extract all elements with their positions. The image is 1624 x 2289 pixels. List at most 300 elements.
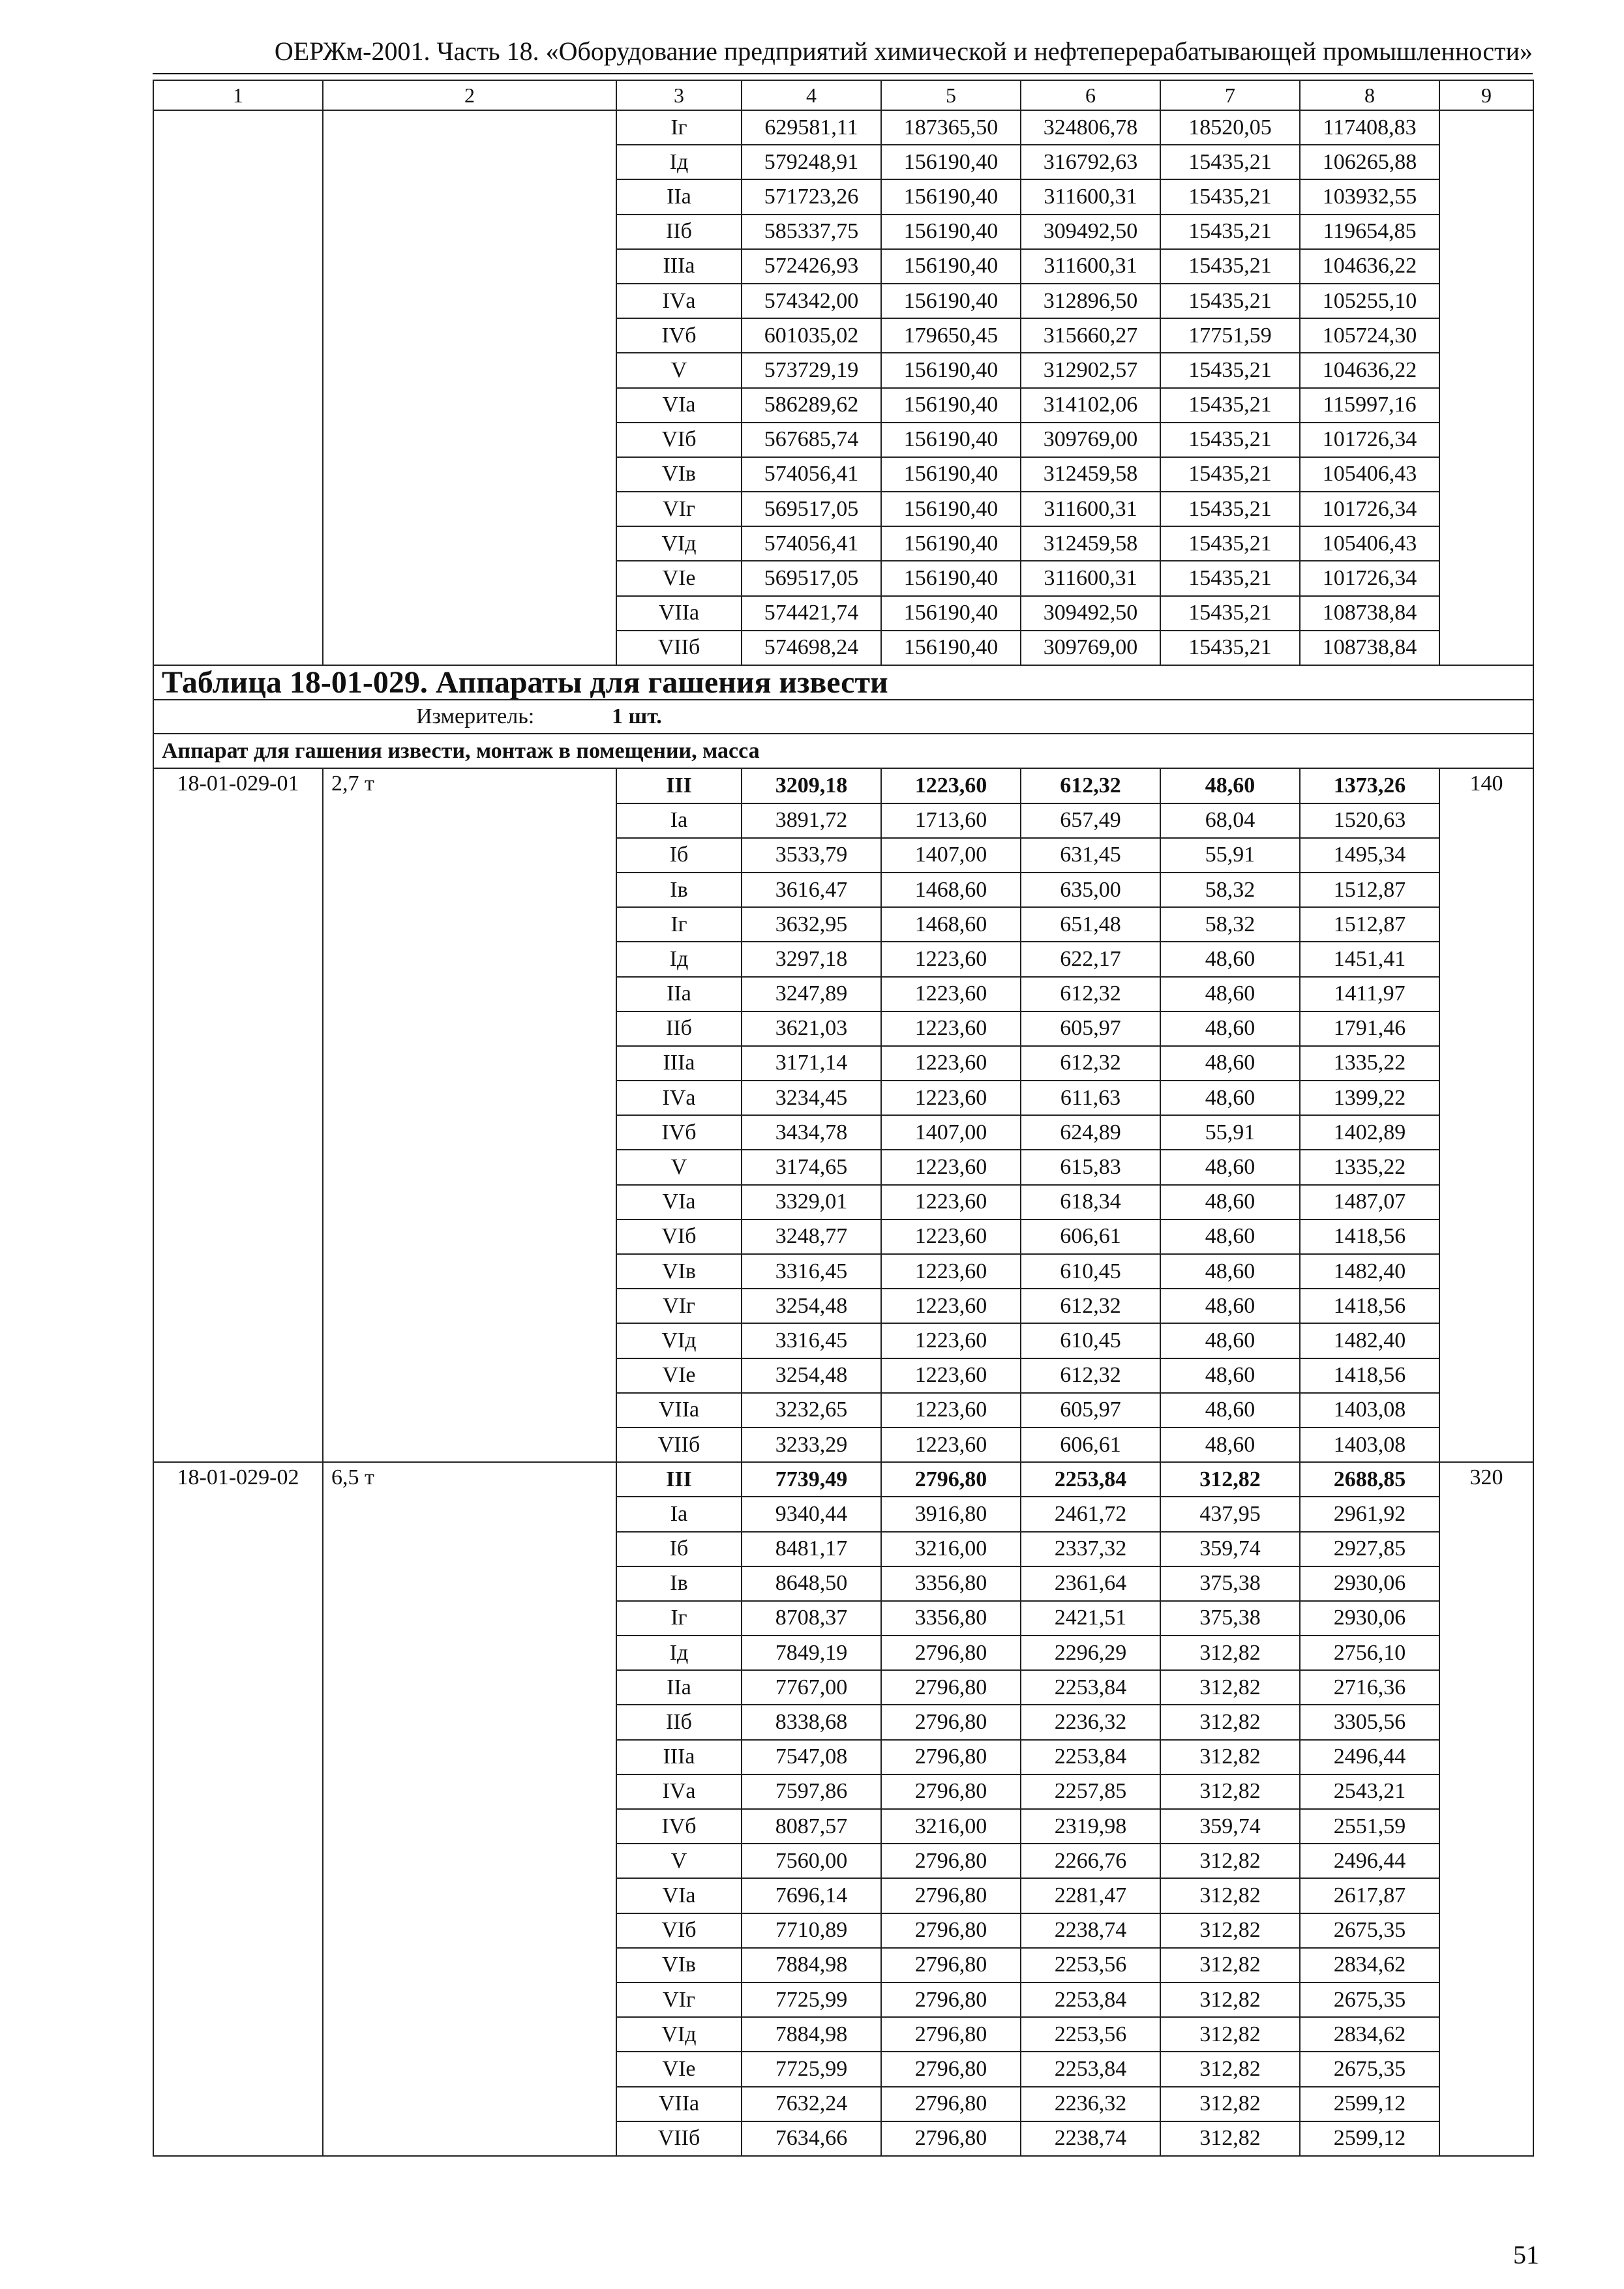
value-cell: 2675,35: [1300, 1982, 1439, 2017]
value-cell: 1402,89: [1300, 1115, 1439, 1150]
column-number: 4: [742, 80, 881, 110]
value-cell: 1223,60: [881, 1323, 1021, 1358]
header-rule: [153, 73, 1533, 74]
value-cell: 3254,48: [742, 1358, 881, 1393]
value-cell: 3434,78: [742, 1115, 881, 1150]
value-cell: 1223,60: [881, 1081, 1021, 1115]
value-cell: 311600,31: [1021, 179, 1160, 214]
zone-cell: VIг: [616, 1982, 742, 2017]
value-cell: 2834,62: [1300, 1948, 1439, 1982]
value-cell: 2716,36: [1300, 1670, 1439, 1705]
value-cell: 156190,40: [881, 631, 1021, 665]
value-cell: 629581,11: [742, 110, 881, 145]
value-cell: 104636,22: [1300, 249, 1439, 284]
table-title: Таблица 18-01-029. Аппараты для гашения извести: [153, 665, 1533, 700]
value-cell: 2236,32: [1021, 2087, 1160, 2121]
value-cell: 2927,85: [1300, 1532, 1439, 1566]
price-table: [153, 80, 1534, 2157]
value-cell: 48,60: [1160, 1185, 1300, 1219]
value-cell: 156190,40: [881, 388, 1021, 423]
value-cell: 631,45: [1021, 838, 1160, 873]
value-cell: 1468,60: [881, 873, 1021, 907]
section-title: Аппарат для гашения извести, монтаж в помещении, масса: [153, 734, 1533, 768]
value-cell: 311600,31: [1021, 492, 1160, 526]
zone-cell: VIв: [616, 457, 742, 492]
value-cell: 7560,00: [742, 1844, 881, 1878]
zone-cell: VIе: [616, 2052, 742, 2086]
value-cell: 569517,05: [742, 492, 881, 526]
zone-cell: IIа: [616, 977, 742, 1011]
value-cell: 48,60: [1160, 1358, 1300, 1393]
value-cell: 312,82: [1160, 1948, 1300, 1982]
column-number: 3: [616, 80, 742, 110]
value-cell: 572426,93: [742, 249, 881, 284]
item-name: 6,5 т: [323, 1462, 616, 2156]
value-cell: 1482,40: [1300, 1254, 1439, 1289]
value-cell: 312,82: [1160, 1844, 1300, 1878]
value-cell: 2257,85: [1021, 1774, 1160, 1809]
value-cell: 7725,99: [742, 1982, 881, 2017]
value-cell: 1713,60: [881, 803, 1021, 838]
value-cell: 3356,80: [881, 1601, 1021, 1636]
value-cell: 2543,21: [1300, 1774, 1439, 1809]
value-cell: 48,60: [1160, 1150, 1300, 1184]
value-cell: 601035,02: [742, 318, 881, 353]
value-cell: 58,32: [1160, 873, 1300, 907]
value-cell: 1223,60: [881, 1254, 1021, 1289]
value-cell: 586289,62: [742, 388, 881, 423]
value-cell: 311600,31: [1021, 249, 1160, 284]
value-cell: 104636,22: [1300, 353, 1439, 387]
value-cell: 3616,47: [742, 873, 881, 907]
col9-cell-empty: [1439, 110, 1533, 665]
value-cell: 3232,65: [742, 1393, 881, 1428]
value-cell: 8708,37: [742, 1601, 881, 1636]
column-number: 1: [153, 80, 323, 110]
zone-cell: III: [616, 1462, 742, 1497]
value-cell: 1223,60: [881, 977, 1021, 1011]
zone-cell: VIIа: [616, 596, 742, 631]
value-cell: 359,74: [1160, 1532, 1300, 1566]
value-cell: 606,61: [1021, 1219, 1160, 1254]
value-cell: 2266,76: [1021, 1844, 1160, 1878]
value-cell: 2253,56: [1021, 1948, 1160, 1982]
value-cell: 1223,60: [881, 1393, 1021, 1428]
value-cell: 2796,80: [881, 1462, 1021, 1497]
value-cell: 156190,40: [881, 249, 1021, 284]
value-cell: 2796,80: [881, 1636, 1021, 1670]
value-cell: 2796,80: [881, 2052, 1021, 2086]
value-cell: 312,82: [1160, 1774, 1300, 1809]
value-cell: 108738,84: [1300, 596, 1439, 631]
value-cell: 3632,95: [742, 907, 881, 942]
value-cell: 7767,00: [742, 1670, 881, 1705]
value-cell: 375,38: [1160, 1601, 1300, 1636]
value-cell: 7884,98: [742, 1948, 881, 1982]
value-cell: 15435,21: [1160, 596, 1300, 631]
value-cell: 1468,60: [881, 907, 1021, 942]
column-number: 5: [881, 80, 1021, 110]
column-number-row: [153, 80, 1533, 110]
value-cell: 312,82: [1160, 1878, 1300, 1913]
value-cell: 309492,50: [1021, 596, 1160, 631]
zone-cell: Iб: [616, 838, 742, 873]
value-cell: 15435,21: [1160, 423, 1300, 457]
zone-cell: V: [616, 1150, 742, 1184]
value-cell: 605,97: [1021, 1011, 1160, 1046]
zone-cell: VIг: [616, 1289, 742, 1323]
value-cell: 2796,80: [881, 1705, 1021, 1739]
value-cell: 3174,65: [742, 1150, 881, 1184]
page-number: 51: [1513, 2240, 1539, 2269]
value-cell: 2253,84: [1021, 1740, 1160, 1774]
value-cell: 2756,10: [1300, 1636, 1439, 1670]
value-cell: 179650,45: [881, 318, 1021, 353]
value-cell: 315660,27: [1021, 318, 1160, 353]
value-cell: 108738,84: [1300, 631, 1439, 665]
value-cell: 574056,41: [742, 457, 881, 492]
value-cell: 1520,63: [1300, 803, 1439, 838]
value-cell: 1487,07: [1300, 1185, 1439, 1219]
value-cell: 574698,24: [742, 631, 881, 665]
value-cell: 3216,00: [881, 1809, 1021, 1844]
value-cell: 309492,50: [1021, 215, 1160, 249]
item-col9: 140: [1439, 768, 1533, 1462]
value-cell: 1223,60: [881, 1185, 1021, 1219]
value-cell: 612,32: [1021, 1046, 1160, 1081]
value-cell: 3248,77: [742, 1219, 881, 1254]
zone-cell: IIа: [616, 179, 742, 214]
value-cell: 15435,21: [1160, 215, 1300, 249]
value-cell: 2796,80: [881, 2017, 1021, 2052]
value-cell: 2496,44: [1300, 1844, 1439, 1878]
value-cell: 1223,60: [881, 1428, 1021, 1462]
value-cell: 635,00: [1021, 873, 1160, 907]
value-cell: 585337,75: [742, 215, 881, 249]
value-cell: 18520,05: [1160, 110, 1300, 145]
value-cell: 3356,80: [881, 1566, 1021, 1601]
value-cell: 309769,00: [1021, 631, 1160, 665]
value-cell: 314102,06: [1021, 388, 1160, 423]
value-cell: 156190,40: [881, 353, 1021, 387]
value-cell: 2796,80: [881, 1844, 1021, 1878]
value-cell: 311600,31: [1021, 561, 1160, 595]
value-cell: 3209,18: [742, 768, 881, 803]
unit-value: 1 шт.: [612, 704, 662, 729]
value-cell: 312459,58: [1021, 526, 1160, 561]
value-cell: 1223,60: [881, 1150, 1021, 1184]
value-cell: 2796,80: [881, 1774, 1021, 1809]
value-cell: 2796,80: [881, 1948, 1021, 1982]
zone-cell: Iг: [616, 1601, 742, 1636]
value-cell: 48,60: [1160, 1219, 1300, 1254]
value-cell: 2337,32: [1021, 1532, 1160, 1566]
value-cell: 1418,56: [1300, 1358, 1439, 1393]
running-header: ОЕРЖм-2001. Часть 18. «Оборудование предприятий химической и нефтеперерабатывающей промышленности»: [274, 37, 1533, 66]
value-cell: 3891,72: [742, 803, 881, 838]
column-number: 8: [1300, 80, 1439, 110]
value-cell: 58,32: [1160, 907, 1300, 942]
value-cell: 2361,64: [1021, 1566, 1160, 1601]
unit-cell: [153, 700, 1533, 734]
zone-cell: Iг: [616, 110, 742, 145]
value-cell: 2421,51: [1021, 1601, 1160, 1636]
zone-cell: IIб: [616, 1011, 742, 1046]
value-cell: 612,32: [1021, 768, 1160, 803]
value-cell: 1418,56: [1300, 1219, 1439, 1254]
value-cell: 312,82: [1160, 1982, 1300, 2017]
value-cell: 48,60: [1160, 1081, 1300, 1115]
value-cell: 8481,17: [742, 1532, 881, 1566]
zone-cell: Iа: [616, 803, 742, 838]
value-cell: 312,82: [1160, 1462, 1300, 1497]
zone-cell: VIв: [616, 1948, 742, 1982]
zone-cell: IIб: [616, 215, 742, 249]
value-cell: 312,82: [1160, 1705, 1300, 1739]
value-cell: 7634,66: [742, 2121, 881, 2156]
value-cell: 2930,06: [1300, 1566, 1439, 1601]
value-cell: 187365,50: [881, 110, 1021, 145]
value-cell: 3533,79: [742, 838, 881, 873]
zone-cell: Iв: [616, 1566, 742, 1601]
value-cell: 8087,57: [742, 1809, 881, 1844]
value-cell: 1223,60: [881, 1289, 1021, 1323]
value-cell: 1403,08: [1300, 1428, 1439, 1462]
zone-cell: VIв: [616, 1254, 742, 1289]
zone-cell: IIIа: [616, 1046, 742, 1081]
value-cell: 68,04: [1160, 803, 1300, 838]
value-cell: 1411,97: [1300, 977, 1439, 1011]
zone-cell: V: [616, 353, 742, 387]
value-cell: 2253,84: [1021, 1982, 1160, 2017]
value-cell: 3233,29: [742, 1428, 881, 1462]
value-cell: 2796,80: [881, 1913, 1021, 1948]
value-cell: 101726,34: [1300, 561, 1439, 595]
section-title-row: [153, 734, 1533, 768]
zone-cell: Iд: [616, 1636, 742, 1670]
value-cell: 612,32: [1021, 1289, 1160, 1323]
value-cell: 571723,26: [742, 179, 881, 214]
value-cell: 605,97: [1021, 1393, 1160, 1428]
value-cell: 3305,56: [1300, 1705, 1439, 1739]
value-cell: 2296,29: [1021, 1636, 1160, 1670]
value-cell: 48,60: [1160, 1046, 1300, 1081]
value-cell: 2599,12: [1300, 2121, 1439, 2156]
value-cell: 569517,05: [742, 561, 881, 595]
value-cell: 7547,08: [742, 1740, 881, 1774]
column-number: 6: [1021, 80, 1160, 110]
zone-cell: Iд: [616, 942, 742, 976]
value-cell: 312,82: [1160, 2017, 1300, 2052]
zone-cell: VIе: [616, 561, 742, 595]
zone-cell: VIIб: [616, 1428, 742, 1462]
value-cell: 2617,87: [1300, 1878, 1439, 1913]
zone-cell: Iв: [616, 873, 742, 907]
zone-cell: Iг: [616, 907, 742, 942]
value-cell: 2796,80: [881, 1982, 1021, 2017]
value-cell: 15435,21: [1160, 179, 1300, 214]
value-cell: 3316,45: [742, 1254, 881, 1289]
value-cell: 48,60: [1160, 1011, 1300, 1046]
zone-cell: VIд: [616, 2017, 742, 2052]
value-cell: 15435,21: [1160, 631, 1300, 665]
value-cell: 1373,26: [1300, 768, 1439, 803]
zone-cell: IVб: [616, 1115, 742, 1150]
value-cell: 1451,41: [1300, 942, 1439, 976]
value-cell: 103932,55: [1300, 179, 1439, 214]
zone-cell: VIд: [616, 526, 742, 561]
zone-cell: Iб: [616, 1532, 742, 1566]
value-cell: 1223,60: [881, 768, 1021, 803]
value-cell: 657,49: [1021, 803, 1160, 838]
value-cell: 1407,00: [881, 838, 1021, 873]
table-title-row: [153, 665, 1533, 700]
value-cell: 312,82: [1160, 1740, 1300, 1774]
value-cell: 1418,56: [1300, 1289, 1439, 1323]
value-cell: 316792,63: [1021, 145, 1160, 179]
value-cell: 573729,19: [742, 353, 881, 387]
value-cell: 312,82: [1160, 2052, 1300, 2086]
value-cell: 101726,34: [1300, 492, 1439, 526]
value-cell: 567685,74: [742, 423, 881, 457]
value-cell: 612,32: [1021, 1358, 1160, 1393]
price-table-body: [153, 80, 1533, 2156]
value-cell: 1223,60: [881, 1011, 1021, 1046]
zone-cell: VIд: [616, 1323, 742, 1358]
value-cell: 15435,21: [1160, 249, 1300, 284]
column-number: 2: [323, 80, 616, 110]
value-cell: 115997,16: [1300, 388, 1439, 423]
zone-cell: V: [616, 1844, 742, 1878]
value-cell: 2834,62: [1300, 2017, 1439, 2052]
value-cell: 156190,40: [881, 526, 1021, 561]
value-cell: 1223,60: [881, 1358, 1021, 1393]
value-cell: 156190,40: [881, 215, 1021, 249]
value-cell: 606,61: [1021, 1428, 1160, 1462]
value-cell: 119654,85: [1300, 215, 1439, 249]
zone-cell: IVб: [616, 1809, 742, 1844]
zone-cell: VIIа: [616, 2087, 742, 2121]
value-cell: 9340,44: [742, 1497, 881, 1531]
value-cell: 651,48: [1021, 907, 1160, 942]
value-cell: 624,89: [1021, 1115, 1160, 1150]
value-cell: 7696,14: [742, 1878, 881, 1913]
value-cell: 105255,10: [1300, 284, 1439, 318]
table-row: [153, 110, 1533, 145]
zone-cell: VIб: [616, 1913, 742, 1948]
zone-cell: VIг: [616, 492, 742, 526]
value-cell: 156190,40: [881, 561, 1021, 595]
value-cell: 2796,80: [881, 2121, 1021, 2156]
zone-cell: VIIб: [616, 2121, 742, 2156]
value-cell: 312,82: [1160, 2121, 1300, 2156]
value-cell: 7884,98: [742, 2017, 881, 2052]
value-cell: 48,60: [1160, 1428, 1300, 1462]
value-cell: 55,91: [1160, 1115, 1300, 1150]
value-cell: 574056,41: [742, 526, 881, 561]
value-cell: 101726,34: [1300, 423, 1439, 457]
zone-cell: VIа: [616, 1878, 742, 1913]
value-cell: 1403,08: [1300, 1393, 1439, 1428]
value-cell: 2238,74: [1021, 2121, 1160, 2156]
value-cell: 1223,60: [881, 1219, 1021, 1254]
zone-cell: VIIа: [616, 1393, 742, 1428]
zone-cell: IIб: [616, 1705, 742, 1739]
unit-row: [153, 700, 1533, 734]
value-cell: 2319,98: [1021, 1809, 1160, 1844]
unit-label: Измеритель:: [416, 704, 535, 729]
value-cell: 156190,40: [881, 145, 1021, 179]
zone-cell: Iа: [616, 1497, 742, 1531]
value-cell: 3254,48: [742, 1289, 881, 1323]
value-cell: 48,60: [1160, 768, 1300, 803]
value-cell: 437,95: [1160, 1497, 1300, 1531]
value-cell: 3247,89: [742, 977, 881, 1011]
value-cell: 2551,59: [1300, 1809, 1439, 1844]
value-cell: 15435,21: [1160, 492, 1300, 526]
value-cell: 375,38: [1160, 1566, 1300, 1601]
value-cell: 2236,32: [1021, 1705, 1160, 1739]
value-cell: 105406,43: [1300, 526, 1439, 561]
zone-cell: IIIа: [616, 1740, 742, 1774]
value-cell: 612,32: [1021, 977, 1160, 1011]
value-cell: 2496,44: [1300, 1740, 1439, 1774]
value-cell: 359,74: [1160, 1809, 1300, 1844]
value-cell: 48,60: [1160, 1393, 1300, 1428]
zone-cell: III: [616, 768, 742, 803]
zone-cell: Iд: [616, 145, 742, 179]
value-cell: 156190,40: [881, 284, 1021, 318]
value-cell: 15435,21: [1160, 353, 1300, 387]
zone-cell: VIа: [616, 388, 742, 423]
value-cell: 7597,86: [742, 1774, 881, 1809]
value-cell: 15435,21: [1160, 526, 1300, 561]
value-cell: 618,34: [1021, 1185, 1160, 1219]
value-cell: 15435,21: [1160, 284, 1300, 318]
zone-cell: VIа: [616, 1185, 742, 1219]
value-cell: 3234,45: [742, 1081, 881, 1115]
value-cell: 17751,59: [1160, 318, 1300, 353]
value-cell: 1482,40: [1300, 1323, 1439, 1358]
value-cell: 2253,84: [1021, 1670, 1160, 1705]
value-cell: 1399,22: [1300, 1081, 1439, 1115]
zone-cell: IIIа: [616, 249, 742, 284]
value-cell: 7849,19: [742, 1636, 881, 1670]
value-cell: 2961,92: [1300, 1497, 1439, 1531]
value-cell: 15435,21: [1160, 145, 1300, 179]
value-cell: 3621,03: [742, 1011, 881, 1046]
value-cell: 611,63: [1021, 1081, 1160, 1115]
value-cell: 1407,00: [881, 1115, 1021, 1150]
value-cell: 1512,87: [1300, 873, 1439, 907]
value-cell: 3329,01: [742, 1185, 881, 1219]
value-cell: 1495,34: [1300, 838, 1439, 873]
zone-cell: VIе: [616, 1358, 742, 1393]
value-cell: 1335,22: [1300, 1150, 1439, 1184]
value-cell: 2688,85: [1300, 1462, 1439, 1497]
column-number: 9: [1439, 80, 1533, 110]
value-cell: 2796,80: [881, 1670, 1021, 1705]
table-row: [153, 768, 1533, 803]
value-cell: 2599,12: [1300, 2087, 1439, 2121]
value-cell: 3216,00: [881, 1532, 1021, 1566]
value-cell: 615,83: [1021, 1150, 1160, 1184]
column-number: 7: [1160, 80, 1300, 110]
value-cell: 55,91: [1160, 838, 1300, 873]
zone-cell: VIб: [616, 1219, 742, 1254]
value-cell: 7725,99: [742, 2052, 881, 2086]
value-cell: 2253,56: [1021, 2017, 1160, 2052]
